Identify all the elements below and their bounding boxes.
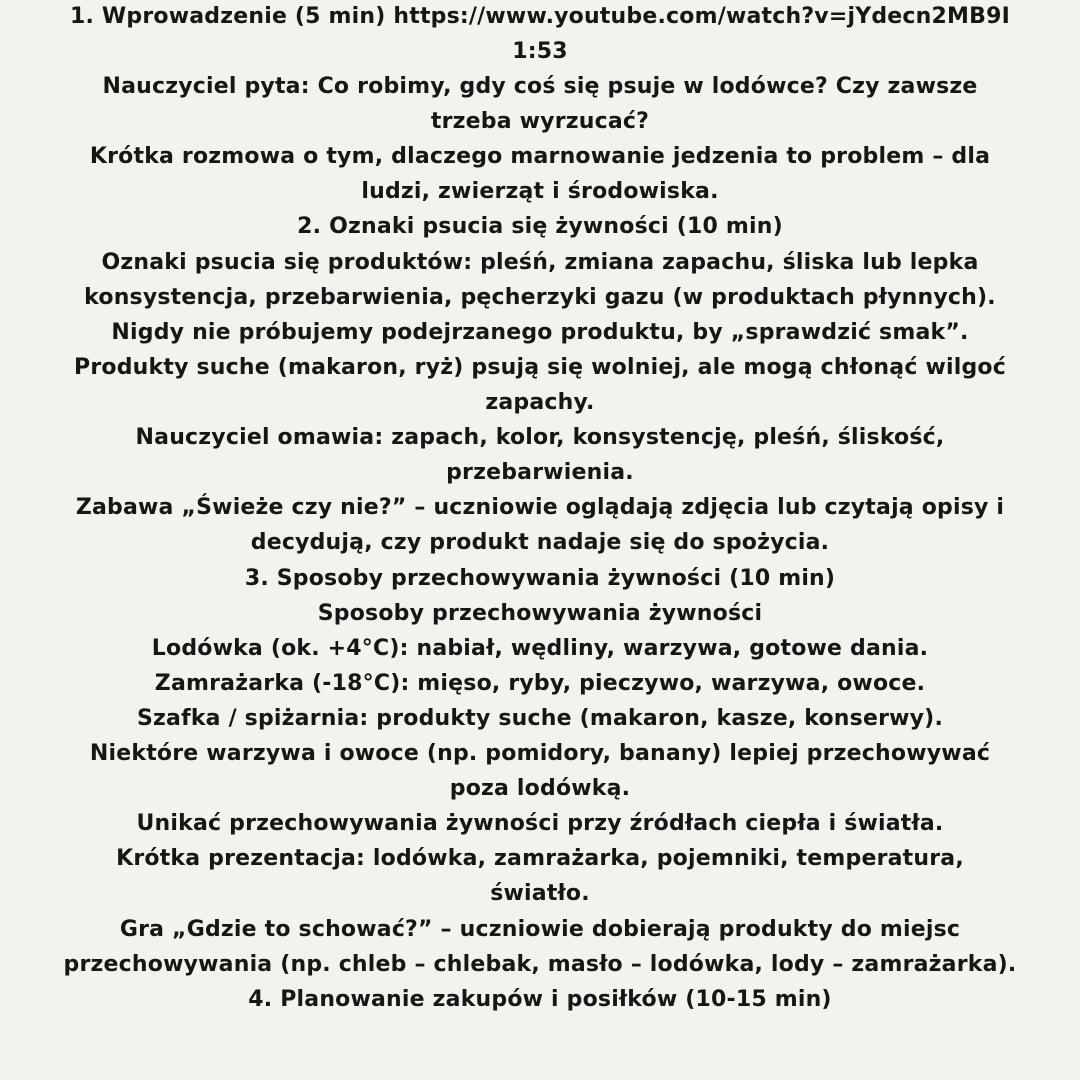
section-4-heading: 4. Planowanie zakupów i posiłków (10-15 min): [248, 987, 832, 1012]
text-line: Lodówka (ok. +4°C): nabiał, wędliny, warzywa, gotowe dania.: [151, 636, 929, 661]
text-line: Szafka / spiżarnia: produkty suche (makaron, kasze, konserwy).: [136, 706, 943, 731]
video-timestamp: 1:53: [512, 39, 568, 64]
subheading: Sposoby przechowywania żywności: [317, 601, 763, 626]
text-line: poza lodówką.: [449, 776, 631, 801]
text-line: Nauczyciel omawia: zapach, kolor, konsystencję, pleśń, śliskość,: [135, 425, 945, 450]
text-line: ludzi, zwierząt i środowiska.: [361, 179, 719, 204]
section-1-heading: 1. Wprowadzenie (5 min) https://www.youtube.com/watch?v=jYdecn2MB9I: [70, 4, 1010, 29]
text-line: decydują, czy produkt nadaje się do spożycia.: [250, 530, 830, 555]
text-line: Krótka prezentacja: lodówka, zamrażarka, pojemniki, temperatura,: [116, 846, 964, 871]
text-line: konsystencja, przebarwienia, pęcherzyki gazu (w produktach płynnych).: [84, 285, 996, 310]
text-line: Krótka rozmowa o tym, dlaczego marnowanie jedzenia to problem – dla: [89, 144, 991, 169]
text-line: Produkty suche (makaron, ryż) psują się wolniej, ale mogą chłonąć wilgoć: [74, 355, 1006, 380]
text-line: Unikać przechowywania żywności przy źródłach ciepła i światła.: [136, 811, 944, 836]
text-line: Niektóre warzywa i owoce (np. pomidory, banany) lepiej przechowywać: [89, 741, 991, 766]
text-line: przebarwienia.: [446, 460, 634, 485]
text-line: zapachy.: [485, 390, 595, 415]
text-line: Nigdy nie próbujemy podejrzanego produktu, by „sprawdzić smak”.: [111, 320, 969, 345]
text-line: Zamrażarka (-18°C): mięso, ryby, pieczywo, warzywa, owoce.: [154, 671, 926, 696]
text-line: Oznaki psucia się produktów: pleśń, zmiana zapachu, śliska lub lepka: [101, 250, 979, 275]
text-line: światło.: [490, 881, 590, 906]
text-line: Gra „Gdzie to schować?” – uczniowie dobierają produkty do miejsc: [119, 917, 961, 942]
text-line: Nauczyciel pyta: Co robimy, gdy coś się psuje w lodówce? Czy zawsze: [102, 74, 978, 99]
text-line: przechowywania (np. chleb – chlebak, masło – lodówka, lody – zamrażarka).: [63, 952, 1017, 977]
section-2-heading: 2. Oznaki psucia się żywności (10 min): [297, 214, 783, 239]
text-line: trzeba wyrzucać?: [430, 109, 650, 134]
section-3-heading: 3. Sposoby przechowywania żywności (10 min): [244, 566, 836, 591]
text-line: Zabawa „Świeże czy nie?” – uczniowie oglądają zdjęcia lub czytają opisy i: [75, 495, 1005, 520]
